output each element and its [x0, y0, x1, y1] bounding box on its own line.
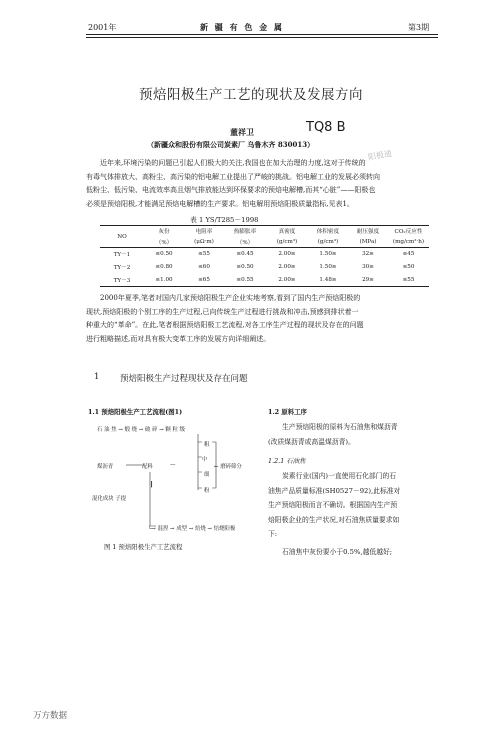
batching-label: 配料	[142, 464, 153, 470]
batching-arrow: —	[170, 462, 176, 468]
spec-table-wrap	[100, 225, 429, 287]
col-header-expansion: 热膨胀率	[233, 229, 257, 236]
table-cell: ≤1.00	[155, 276, 173, 283]
col-header-ash: 灰份	[158, 229, 170, 236]
ash-requirement-line: 石油焦中灰份要小于0.5%,越低越好;	[282, 548, 393, 556]
table-cell: ≤0.50	[236, 264, 254, 270]
section-number: 1	[94, 372, 100, 382]
unit-co2: (mg/cm²·h)	[392, 238, 425, 245]
pitch-label: 煤沥青	[97, 464, 114, 470]
unit-bulk-density: (g/cm³)	[317, 238, 339, 245]
grade-medium: 中	[202, 457, 208, 463]
subsection-raw-materials: 1.2 原料工序	[268, 408, 307, 416]
intro-line: 有毒气体排放大、高粉尘、高污染的铝电解工业提出了严峻的挑战。铝电解工业的发展必须转向	[86, 172, 380, 181]
faint-stamp: 阳极通	[367, 148, 393, 163]
table-row	[100, 261, 429, 274]
intro-line: 近年来,环境污染的问题已引起人们极大的关注,我国也在加大治理的力度,这对于传统的	[100, 159, 366, 167]
table-cell: ≤50	[402, 264, 415, 270]
grade-coarse: 粗	[204, 442, 210, 448]
intro-line: 低粉尘、低污染、电流效率高且烟气排放能达到环保要求的预焙电解槽,而其“心脏”——阳极也	[86, 186, 376, 195]
table-row	[100, 248, 429, 261]
survey-paragraph	[86, 292, 438, 346]
shaping-label: 混化成块 子提	[92, 496, 127, 502]
table-cell: ≤0.80	[155, 264, 173, 270]
table-cell: ≤45	[402, 251, 415, 258]
subsection-petroleum-coke: 1.2.1 石油焦	[268, 457, 306, 465]
unit-resistivity: (μΩ·m)	[194, 238, 214, 245]
table-cell: 1.48≥	[319, 276, 337, 283]
section-title: 预焙阳极生产过程现状及存在问题	[120, 374, 248, 384]
handwritten-classification: TQ8 B	[306, 120, 346, 135]
table-cell: ≤65	[198, 276, 210, 283]
batch-down-line	[150, 472, 156, 526]
table-cell: TY－2	[113, 265, 131, 271]
table-cell: 2.00≥	[278, 251, 296, 258]
grinding-label: ← 磨碎筛分	[214, 464, 242, 470]
header-rule	[86, 34, 438, 35]
table-cell: 32≥	[362, 251, 374, 258]
subsection-flow-heading: 1.1 预焙阳极生产工艺流程(图1)	[88, 408, 183, 416]
table-cell: 1.50≥	[319, 251, 337, 258]
table-row	[100, 274, 429, 287]
raw-materials-paragraph	[268, 420, 440, 449]
text-line: 生产预焙阳极的原料为石油焦和煤沥青	[282, 423, 398, 431]
survey-line: 现状,预焙阳极的个别工序的生产过程,已向传统生产过程进行挑战和冲击,预感到排状着一	[86, 307, 359, 316]
col-header-true-density: 真密度	[278, 229, 296, 236]
table-cell: ≤55	[402, 276, 415, 283]
table-cell: TY－1	[113, 252, 131, 259]
flow-connector-lines	[86, 420, 266, 540]
text-line: 焙阳极企业的生产状况,对石油焦质量要求如	[268, 515, 400, 524]
petroleum-coke-paragraph	[268, 469, 440, 542]
text-line: 生产预焙阳极而言不确切。根据国内生产预	[268, 501, 398, 509]
table-cell: 30≥	[362, 264, 374, 270]
table-cell: 2.00≥	[278, 264, 296, 270]
survey-line: 2000年夏季,笔者对国内几家预焙阳极生产企业实地考察,看到了国内生产预焙阳极的	[100, 294, 361, 302]
article-title: 预焙阳极生产工艺的现状及发展方向	[139, 87, 363, 103]
unit-true-density: (g/cm³)	[276, 238, 298, 245]
journal-name: 新 疆 有 色 金 属	[200, 22, 284, 32]
col-header-no: NO	[100, 226, 144, 248]
unit-strength: (MPa)	[359, 238, 377, 245]
table-cell: ≤55	[198, 251, 210, 258]
text-line: 下:	[268, 530, 278, 538]
table-cell: 29≥	[362, 276, 374, 283]
author-name: 董祥卫	[230, 127, 254, 137]
col-header-bulk-density: 体积密度	[316, 229, 340, 236]
text-line: 炭素行业(国内)一直使用石化部门的石	[282, 472, 397, 480]
table-cell: ≤0.45	[236, 251, 254, 258]
flow-bottom-row: └→ 混捏 → 成型 → 焙烧 → 焙烧阳极	[148, 526, 236, 532]
header-year: 2001年	[88, 23, 117, 32]
col-header-co2: CO₂反应性	[394, 229, 423, 236]
table-caption: 表 1 YS/T285－1998	[190, 216, 259, 224]
text-line: (改质煤沥青或高温煤沥青)。	[268, 437, 355, 446]
table-cell: ≤0.55	[236, 276, 254, 283]
grade-fine: 细	[204, 472, 210, 478]
footer-watermark: 万方数据	[33, 711, 68, 721]
flow-top-row: 石 油 焦 → 煅 烧 → 破 碎 → 颗 粒 级	[97, 427, 186, 433]
table-cell: ≤60	[198, 264, 210, 270]
grade-bracket-right	[212, 442, 216, 488]
figure-caption: 图 1 预焙阳极生产工艺流程	[104, 543, 183, 551]
table-cell: 2.00≥	[278, 276, 296, 283]
header-rule-thin	[86, 37, 438, 38]
unit-expansion: （%）	[236, 239, 254, 246]
intro-paragraph	[86, 157, 438, 211]
table-cell: 1.50≥	[319, 264, 337, 270]
affiliation: （新疆众和股份有限公司炭素厂 乌鲁木齐 830013）	[147, 140, 315, 149]
grade-ticks	[198, 442, 202, 488]
grade-powder: 粉	[204, 488, 210, 494]
col-header-resistivity: 电阻率	[195, 229, 213, 236]
col-header-strength: 耐压强度	[356, 229, 380, 236]
text-line: 油焦产品质量标准(SH0527－92),此标准对	[268, 486, 401, 495]
knead-connector: ┃	[150, 482, 154, 488]
unit-ash: （%）	[155, 239, 173, 246]
spec-table	[100, 225, 429, 287]
issue-number: 第3期	[408, 23, 430, 32]
intro-line: 必须是预焙阳极,才能满足预焙电解槽的生产要求。铝电解用预焙阳极质量指标,见表1。	[86, 199, 354, 208]
survey-line: 种重大的“革命”。在此,笔者根据预焙阳极工艺流程,对各工序生产过程的现状及存在的问题	[86, 321, 364, 330]
survey-line: 进行粗略描述,而对具有极大变革工序的发展方向详细阐述。	[86, 334, 271, 343]
table-cell: TY－3	[113, 277, 131, 284]
table-cell: ≤0.50	[155, 251, 173, 258]
